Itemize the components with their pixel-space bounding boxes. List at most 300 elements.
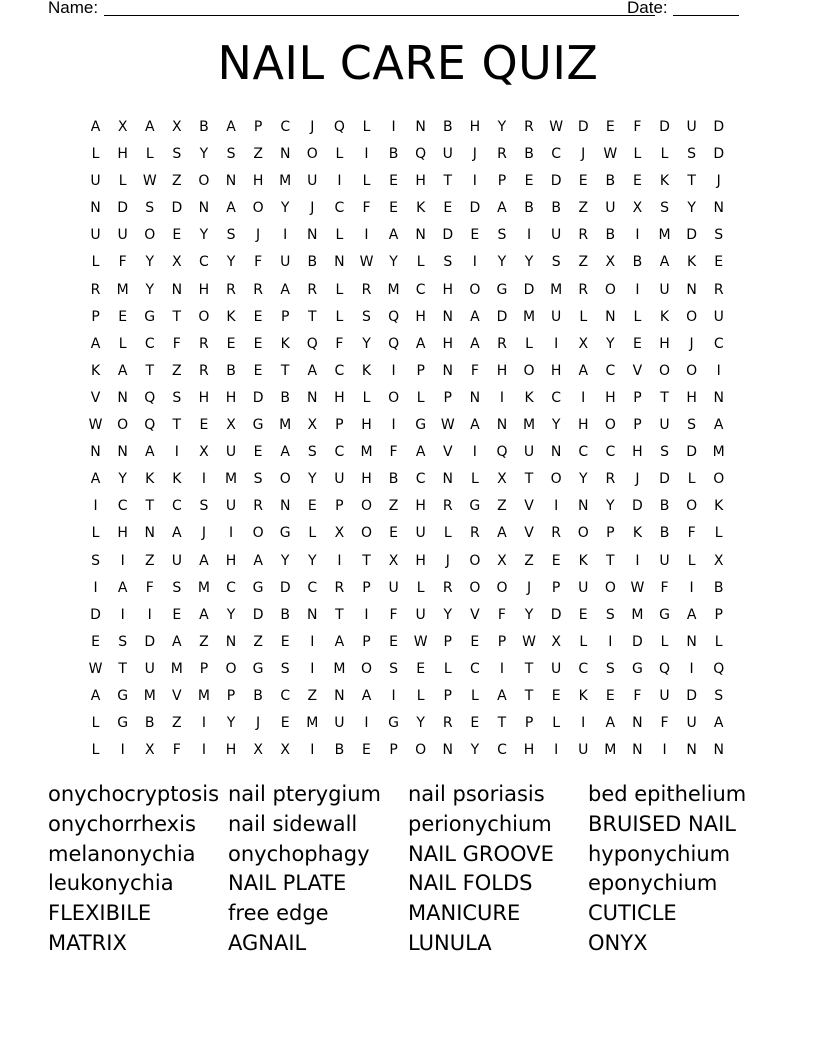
grid-letter[interactable]: I (310, 660, 315, 677)
grid-letter[interactable]: O (469, 552, 481, 569)
grid-letter[interactable]: L (118, 335, 127, 352)
grid-letter[interactable]: S (226, 146, 236, 163)
grid-letter[interactable]: I (391, 687, 396, 704)
grid-letter[interactable]: J (689, 335, 694, 352)
grid-letter[interactable]: A (605, 715, 616, 732)
grid-letter[interactable]: H (659, 335, 670, 352)
grid-letter[interactable]: D (686, 687, 697, 704)
grid-letter[interactable]: I (174, 444, 179, 461)
grid-letter[interactable]: Y (687, 200, 696, 217)
grid-letter[interactable]: P (606, 525, 615, 542)
grid-letter[interactable]: L (416, 579, 425, 596)
grid-letter[interactable]: E (280, 715, 290, 732)
grid-letter[interactable]: S (714, 687, 724, 704)
grid-letter[interactable]: L (714, 633, 723, 650)
grid-letter[interactable]: F (497, 606, 506, 623)
grid-letter[interactable]: P (199, 660, 209, 677)
grid-letter[interactable]: A (470, 308, 480, 325)
grid-letter[interactable]: B (442, 119, 453, 135)
grid-letter[interactable]: M (306, 715, 319, 732)
grid-letter[interactable]: I (201, 471, 206, 488)
grid-letter[interactable]: Z (524, 552, 534, 569)
grid-letter[interactable]: U (117, 227, 128, 244)
grid-letter[interactable]: Z (497, 498, 507, 515)
grid-letter[interactable]: D (171, 200, 183, 217)
grid-letter[interactable]: I (689, 579, 694, 596)
date-blank-line[interactable] (673, 15, 739, 16)
grid-letter[interactable]: L (362, 119, 371, 135)
grid-letter[interactable]: W (359, 254, 374, 271)
grid-letter[interactable]: C (713, 335, 724, 352)
grid-letter[interactable]: D (496, 308, 508, 325)
grid-letter[interactable]: Y (443, 606, 453, 623)
grid-letter[interactable]: T (172, 308, 182, 325)
grid-letter[interactable]: A (280, 444, 290, 461)
grid-letter[interactable]: X (199, 444, 209, 461)
grid-letter[interactable]: F (389, 606, 398, 623)
grid-letter[interactable]: H (225, 742, 237, 759)
grid-letter[interactable]: H (442, 281, 454, 298)
grid-letter[interactable]: U (659, 281, 670, 298)
grid-letter[interactable]: Z (578, 254, 589, 271)
grid-letter[interactable]: D (632, 633, 643, 650)
grid-letter[interactable]: E (578, 173, 588, 190)
grid-letter[interactable]: K (524, 389, 534, 406)
grid-letter[interactable]: I (581, 715, 586, 732)
grid-letter[interactable]: S (199, 498, 209, 515)
grid-letter[interactable]: H (334, 389, 345, 406)
grid-letter[interactable]: O (252, 200, 264, 217)
grid-letter[interactable]: M (143, 687, 156, 704)
grid-letter[interactable]: G (252, 579, 264, 596)
grid-letter[interactable]: K (578, 687, 588, 704)
grid-letter[interactable]: I (554, 742, 559, 759)
grid-letter[interactable]: D (659, 471, 670, 488)
grid-letter[interactable]: O (117, 417, 129, 434)
grid-letter[interactable]: K (280, 335, 290, 352)
grid-letter[interactable]: K (632, 525, 643, 542)
grid-letter[interactable]: H (415, 498, 426, 515)
grid-letter[interactable]: B (253, 687, 263, 704)
grid-letter[interactable]: N (198, 200, 210, 217)
grid-letter[interactable]: M (712, 444, 725, 461)
grid-letter[interactable]: K (361, 362, 372, 379)
grid-letter[interactable]: M (279, 173, 292, 190)
grid-letter[interactable]: S (307, 444, 317, 461)
grid-letter[interactable]: M (333, 660, 346, 677)
grid-letter[interactable]: Y (578, 471, 588, 488)
grid-letter[interactable]: H (225, 552, 237, 569)
grid-letter[interactable]: G (279, 525, 291, 542)
grid-letter[interactable]: J (526, 579, 532, 596)
grid-letter[interactable]: B (659, 498, 670, 515)
grid-letter[interactable]: L (687, 471, 696, 488)
grid-letter[interactable]: B (388, 146, 399, 163)
grid-letter[interactable]: J (472, 146, 477, 163)
grid-letter[interactable]: E (118, 308, 128, 325)
grid-letter[interactable]: I (147, 606, 152, 623)
grid-letter[interactable]: L (91, 715, 100, 732)
grid-letter[interactable]: K (226, 308, 236, 325)
grid-letter[interactable]: C (280, 119, 291, 135)
grid-letter[interactable]: V (632, 362, 643, 379)
grid-letter[interactable]: K (659, 308, 670, 325)
grid-letter[interactable]: L (579, 633, 588, 650)
grid-letter[interactable]: N (442, 308, 453, 325)
grid-letter[interactable]: X (144, 742, 155, 759)
grid-letter[interactable]: J (581, 146, 586, 163)
grid-letter[interactable]: L (470, 471, 479, 488)
grid-letter[interactable]: I (554, 498, 559, 515)
grid-letter[interactable]: B (713, 579, 724, 596)
grid-letter[interactable]: L (145, 146, 154, 163)
grid-letter[interactable]: U (334, 471, 345, 488)
grid-letter[interactable]: J (310, 119, 315, 135)
grid-letter[interactable]: K (172, 471, 182, 488)
grid-letter[interactable]: F (633, 119, 642, 135)
grid-letter[interactable]: E (389, 525, 398, 542)
grid-letter[interactable]: E (253, 444, 263, 461)
grid-letter[interactable]: V (524, 498, 534, 515)
grid-letter[interactable]: O (604, 579, 616, 596)
grid-letter[interactable]: D (442, 227, 454, 244)
grid-letter[interactable]: N (415, 227, 426, 244)
grid-letter[interactable]: T (497, 715, 507, 732)
grid-letter[interactable]: Y (389, 254, 398, 271)
grid-letter[interactable]: T (687, 173, 696, 190)
grid-letter[interactable]: N (605, 308, 616, 325)
grid-letter[interactable]: H (415, 552, 426, 569)
grid-letter[interactable]: B (605, 173, 616, 190)
grid-letter[interactable]: A (199, 552, 209, 569)
grid-letter[interactable]: L (416, 389, 425, 406)
grid-letter[interactable]: S (172, 389, 182, 406)
grid-letter[interactable]: I (472, 173, 477, 190)
grid-letter[interactable]: X (226, 417, 236, 434)
grid-letter[interactable]: T (524, 471, 534, 488)
grid-letter[interactable]: W (88, 660, 103, 677)
grid-letter[interactable]: A (117, 362, 128, 379)
grid-letter[interactable]: S (687, 417, 697, 434)
grid-letter[interactable]: O (604, 417, 616, 434)
grid-letter[interactable]: M (116, 281, 129, 298)
grid-letter[interactable]: G (496, 281, 508, 298)
grid-letter[interactable]: Y (524, 254, 534, 271)
grid-letter[interactable]: I (581, 389, 586, 406)
grid-letter[interactable]: E (605, 687, 615, 704)
grid-letter[interactable]: L (335, 146, 344, 163)
grid-letter[interactable]: E (632, 173, 642, 190)
grid-letter[interactable]: S (362, 308, 371, 325)
grid-letter[interactable]: A (361, 687, 372, 704)
grid-letter[interactable]: R (442, 715, 453, 732)
grid-letter[interactable]: C (415, 281, 426, 298)
grid-letter[interactable]: X (280, 742, 290, 759)
grid-letter[interactable]: B (524, 200, 534, 217)
grid-letter[interactable]: X (307, 417, 318, 434)
grid-letter[interactable]: I (391, 119, 396, 135)
grid-letter[interactable]: S (253, 471, 263, 488)
grid-letter[interactable]: U (90, 227, 101, 244)
grid-letter[interactable]: I (201, 742, 206, 759)
grid-letter[interactable]: Q (713, 660, 725, 677)
grid-letter[interactable]: G (415, 417, 427, 434)
grid-letter[interactable]: P (362, 633, 371, 650)
grid-letter[interactable]: U (551, 660, 562, 677)
grid-letter[interactable]: H (117, 146, 128, 163)
grid-letter[interactable]: U (307, 173, 318, 190)
grid-letter[interactable]: S (389, 660, 399, 677)
grid-letter[interactable]: E (470, 715, 480, 732)
grid-letter[interactable]: Q (388, 335, 400, 352)
grid-letter[interactable]: P (443, 633, 452, 650)
grid-letter[interactable]: K (416, 200, 426, 217)
grid-letter[interactable]: S (172, 579, 182, 596)
grid-letter[interactable]: A (497, 200, 507, 217)
grid-letter[interactable]: X (497, 552, 507, 569)
grid-letter[interactable]: Y (551, 417, 561, 434)
grid-letter[interactable]: E (253, 362, 263, 379)
grid-letter[interactable]: M (550, 281, 563, 298)
grid-letter[interactable]: D (117, 200, 129, 217)
grid-letter[interactable]: D (659, 119, 670, 135)
grid-letter[interactable]: U (225, 498, 237, 515)
grid-letter[interactable]: J (716, 173, 721, 190)
grid-letter[interactable]: P (714, 606, 723, 623)
grid-letter[interactable]: O (686, 362, 698, 379)
grid-letter[interactable]: D (550, 606, 562, 623)
grid-letter[interactable]: O (144, 227, 156, 244)
grid-letter[interactable]: C (578, 444, 589, 461)
grid-letter[interactable]: I (391, 417, 396, 434)
grid-letter[interactable]: E (524, 173, 534, 190)
grid-letter[interactable]: E (172, 606, 182, 623)
grid-letter[interactable]: X (117, 119, 128, 135)
grid-letter[interactable]: X (713, 552, 724, 569)
grid-letter[interactable]: L (660, 146, 669, 163)
grid-letter[interactable]: U (578, 579, 589, 596)
grid-letter[interactable]: P (497, 633, 507, 650)
grid-letter[interactable]: A (497, 525, 507, 542)
grid-letter[interactable]: C (334, 200, 345, 217)
grid-letter[interactable]: E (605, 119, 615, 135)
grid-letter[interactable]: Y (226, 606, 236, 623)
grid-letter[interactable]: X (632, 200, 643, 217)
grid-letter[interactable]: H (415, 308, 426, 325)
grid-letter[interactable]: E (416, 660, 426, 677)
grid-letter[interactable]: C (497, 742, 507, 759)
grid-letter[interactable]: J (256, 715, 261, 732)
grid-letter[interactable]: R (442, 498, 453, 515)
grid-letter[interactable]: L (633, 146, 642, 163)
grid-letter[interactable]: C (117, 498, 128, 515)
grid-letter[interactable]: O (469, 579, 481, 596)
grid-letter[interactable]: S (443, 254, 453, 271)
grid-letter[interactable]: R (334, 579, 345, 596)
grid-letter[interactable]: F (118, 254, 127, 271)
grid-letter[interactable]: E (307, 498, 317, 515)
grid-letter[interactable]: U (578, 742, 589, 759)
grid-letter[interactable]: P (91, 308, 100, 325)
grid-letter[interactable]: Y (199, 146, 209, 163)
grid-letter[interactable]: S (551, 254, 561, 271)
grid-letter[interactable]: H (198, 389, 210, 406)
grid-letter[interactable]: Z (388, 498, 399, 515)
grid-letter[interactable]: Z (172, 362, 182, 379)
grid-letter[interactable]: F (633, 687, 642, 704)
grid-letter[interactable]: O (415, 742, 427, 759)
grid-letter[interactable]: Y (280, 552, 290, 569)
grid-letter[interactable]: T (335, 606, 344, 623)
grid-letter[interactable]: U (388, 579, 399, 596)
grid-letter[interactable]: Q (496, 444, 508, 461)
grid-letter[interactable]: S (687, 146, 697, 163)
grid-letter[interactable]: Q (144, 389, 156, 406)
grid-letter[interactable]: M (604, 742, 617, 759)
grid-letter[interactable]: L (552, 715, 561, 732)
grid-letter[interactable]: W (88, 417, 103, 434)
grid-letter[interactable]: U (605, 200, 616, 217)
grid-letter[interactable]: X (578, 335, 589, 352)
grid-letter[interactable]: F (172, 742, 181, 759)
grid-letter[interactable]: K (578, 552, 588, 569)
grid-letter[interactable]: N (307, 227, 318, 244)
grid-letter[interactable]: A (226, 200, 236, 217)
grid-letter[interactable]: I (716, 362, 721, 379)
grid-letter[interactable]: M (197, 687, 210, 704)
grid-letter[interactable]: J (201, 525, 206, 542)
grid-letter[interactable]: I (635, 227, 640, 244)
grid-letter[interactable]: T (524, 687, 534, 704)
grid-letter[interactable]: L (335, 281, 344, 298)
grid-letter[interactable]: I (499, 660, 505, 677)
grid-letter[interactable]: O (279, 471, 291, 488)
grid-letter[interactable]: P (497, 173, 507, 190)
grid-letter[interactable]: Y (118, 471, 127, 488)
grid-letter[interactable]: L (660, 633, 669, 650)
grid-letter[interactable]: S (280, 660, 290, 677)
grid-letter[interactable]: B (144, 715, 155, 732)
grid-letter[interactable]: R (578, 227, 589, 244)
grid-letter[interactable]: U (659, 552, 670, 569)
grid-letter[interactable]: B (280, 606, 290, 623)
grid-letter[interactable]: E (280, 633, 290, 650)
grid-letter[interactable]: L (362, 389, 371, 406)
grid-letter[interactable]: C (171, 498, 182, 515)
grid-letter[interactable]: R (713, 281, 724, 298)
grid-letter[interactable]: A (415, 335, 426, 352)
grid-letter[interactable]: I (310, 633, 315, 650)
grid-letter[interactable]: P (416, 362, 425, 379)
grid-letter[interactable]: O (496, 579, 508, 596)
grid-letter[interactable]: O (198, 173, 210, 190)
grid-letter[interactable]: B (524, 146, 534, 163)
grid-letter[interactable]: I (201, 715, 206, 732)
grid-letter[interactable]: T (606, 552, 615, 569)
grid-letter[interactable]: D (469, 200, 481, 217)
grid-letter[interactable]: R (361, 281, 372, 298)
grid-letter[interactable]: I (662, 742, 667, 759)
grid-letter[interactable]: F (254, 254, 263, 271)
grid-letter[interactable]: S (497, 227, 507, 244)
grid-letter[interactable]: I (608, 633, 613, 650)
grid-letter[interactable]: O (577, 525, 589, 542)
grid-letter[interactable]: L (579, 308, 588, 325)
grid-letter[interactable]: A (470, 335, 480, 352)
grid-letter[interactable]: R (469, 525, 480, 542)
grid-letter[interactable]: L (335, 308, 344, 325)
grid-letter[interactable]: T (145, 498, 155, 515)
grid-letter[interactable]: K (90, 362, 101, 379)
grid-letter[interactable]: R (497, 335, 507, 352)
grid-letter[interactable]: L (308, 525, 317, 542)
grid-letter[interactable]: U (144, 660, 155, 677)
grid-letter[interactable]: U (225, 444, 237, 461)
grid-letter[interactable]: I (472, 444, 477, 461)
grid-letter[interactable]: P (524, 715, 534, 732)
grid-letter[interactable]: C (144, 335, 155, 352)
grid-letter[interactable]: W (440, 417, 455, 434)
grid-letter[interactable]: B (226, 362, 236, 379)
grid-letter[interactable]: P (362, 579, 371, 596)
grid-letter[interactable]: D (577, 119, 589, 135)
grid-letter[interactable]: S (660, 444, 669, 461)
grid-letter[interactable]: C (226, 579, 236, 596)
grid-letter[interactable]: N (171, 281, 183, 298)
grid-letter[interactable]: A (470, 417, 480, 434)
grid-letter[interactable]: Y (199, 227, 209, 244)
grid-letter[interactable]: I (364, 715, 369, 732)
grid-letter[interactable]: E (443, 200, 453, 217)
grid-letter[interactable]: A (90, 687, 101, 704)
grid-letter[interactable]: N (117, 444, 128, 461)
grid-letter[interactable]: V (442, 444, 453, 461)
grid-letter[interactable]: U (334, 715, 345, 732)
grid-letter[interactable]: W (142, 173, 157, 190)
grid-letter[interactable]: S (660, 200, 669, 217)
grid-letter[interactable]: U (686, 715, 697, 732)
grid-letter[interactable]: M (523, 308, 536, 325)
grid-letter[interactable]: U (659, 687, 670, 704)
grid-letter[interactable]: L (525, 335, 533, 352)
grid-letter[interactable]: N (334, 254, 345, 271)
grid-letter[interactable]: N (225, 633, 237, 650)
grid-letter[interactable]: H (605, 389, 616, 406)
grid-letter[interactable]: N (713, 742, 724, 759)
grid-letter[interactable]: Y (280, 200, 290, 217)
grid-letter[interactable]: N (334, 687, 345, 704)
grid-letter[interactable]: U (415, 525, 426, 542)
grid-letter[interactable]: N (577, 498, 589, 515)
grid-letter[interactable]: L (91, 525, 100, 542)
grid-letter[interactable]: S (172, 146, 182, 163)
grid-letter[interactable]: B (605, 227, 616, 244)
grid-letter[interactable]: N (225, 173, 237, 190)
grid-letter[interactable]: W (549, 119, 564, 135)
grid-letter[interactable]: Y (145, 281, 155, 298)
grid-letter[interactable]: H (225, 389, 237, 406)
grid-letter[interactable]: F (145, 579, 154, 596)
grid-letter[interactable]: Z (253, 633, 263, 650)
grid-letter[interactable]: N (279, 498, 291, 515)
grid-letter[interactable]: K (687, 254, 697, 271)
grid-letter[interactable]: G (659, 606, 670, 623)
grid-letter[interactable]: I (120, 742, 125, 759)
grid-letter[interactable]: D (252, 606, 264, 623)
grid-letter[interactable]: F (389, 444, 398, 461)
grid-letter[interactable]: F (660, 715, 669, 732)
grid-letter[interactable]: N (144, 525, 155, 542)
